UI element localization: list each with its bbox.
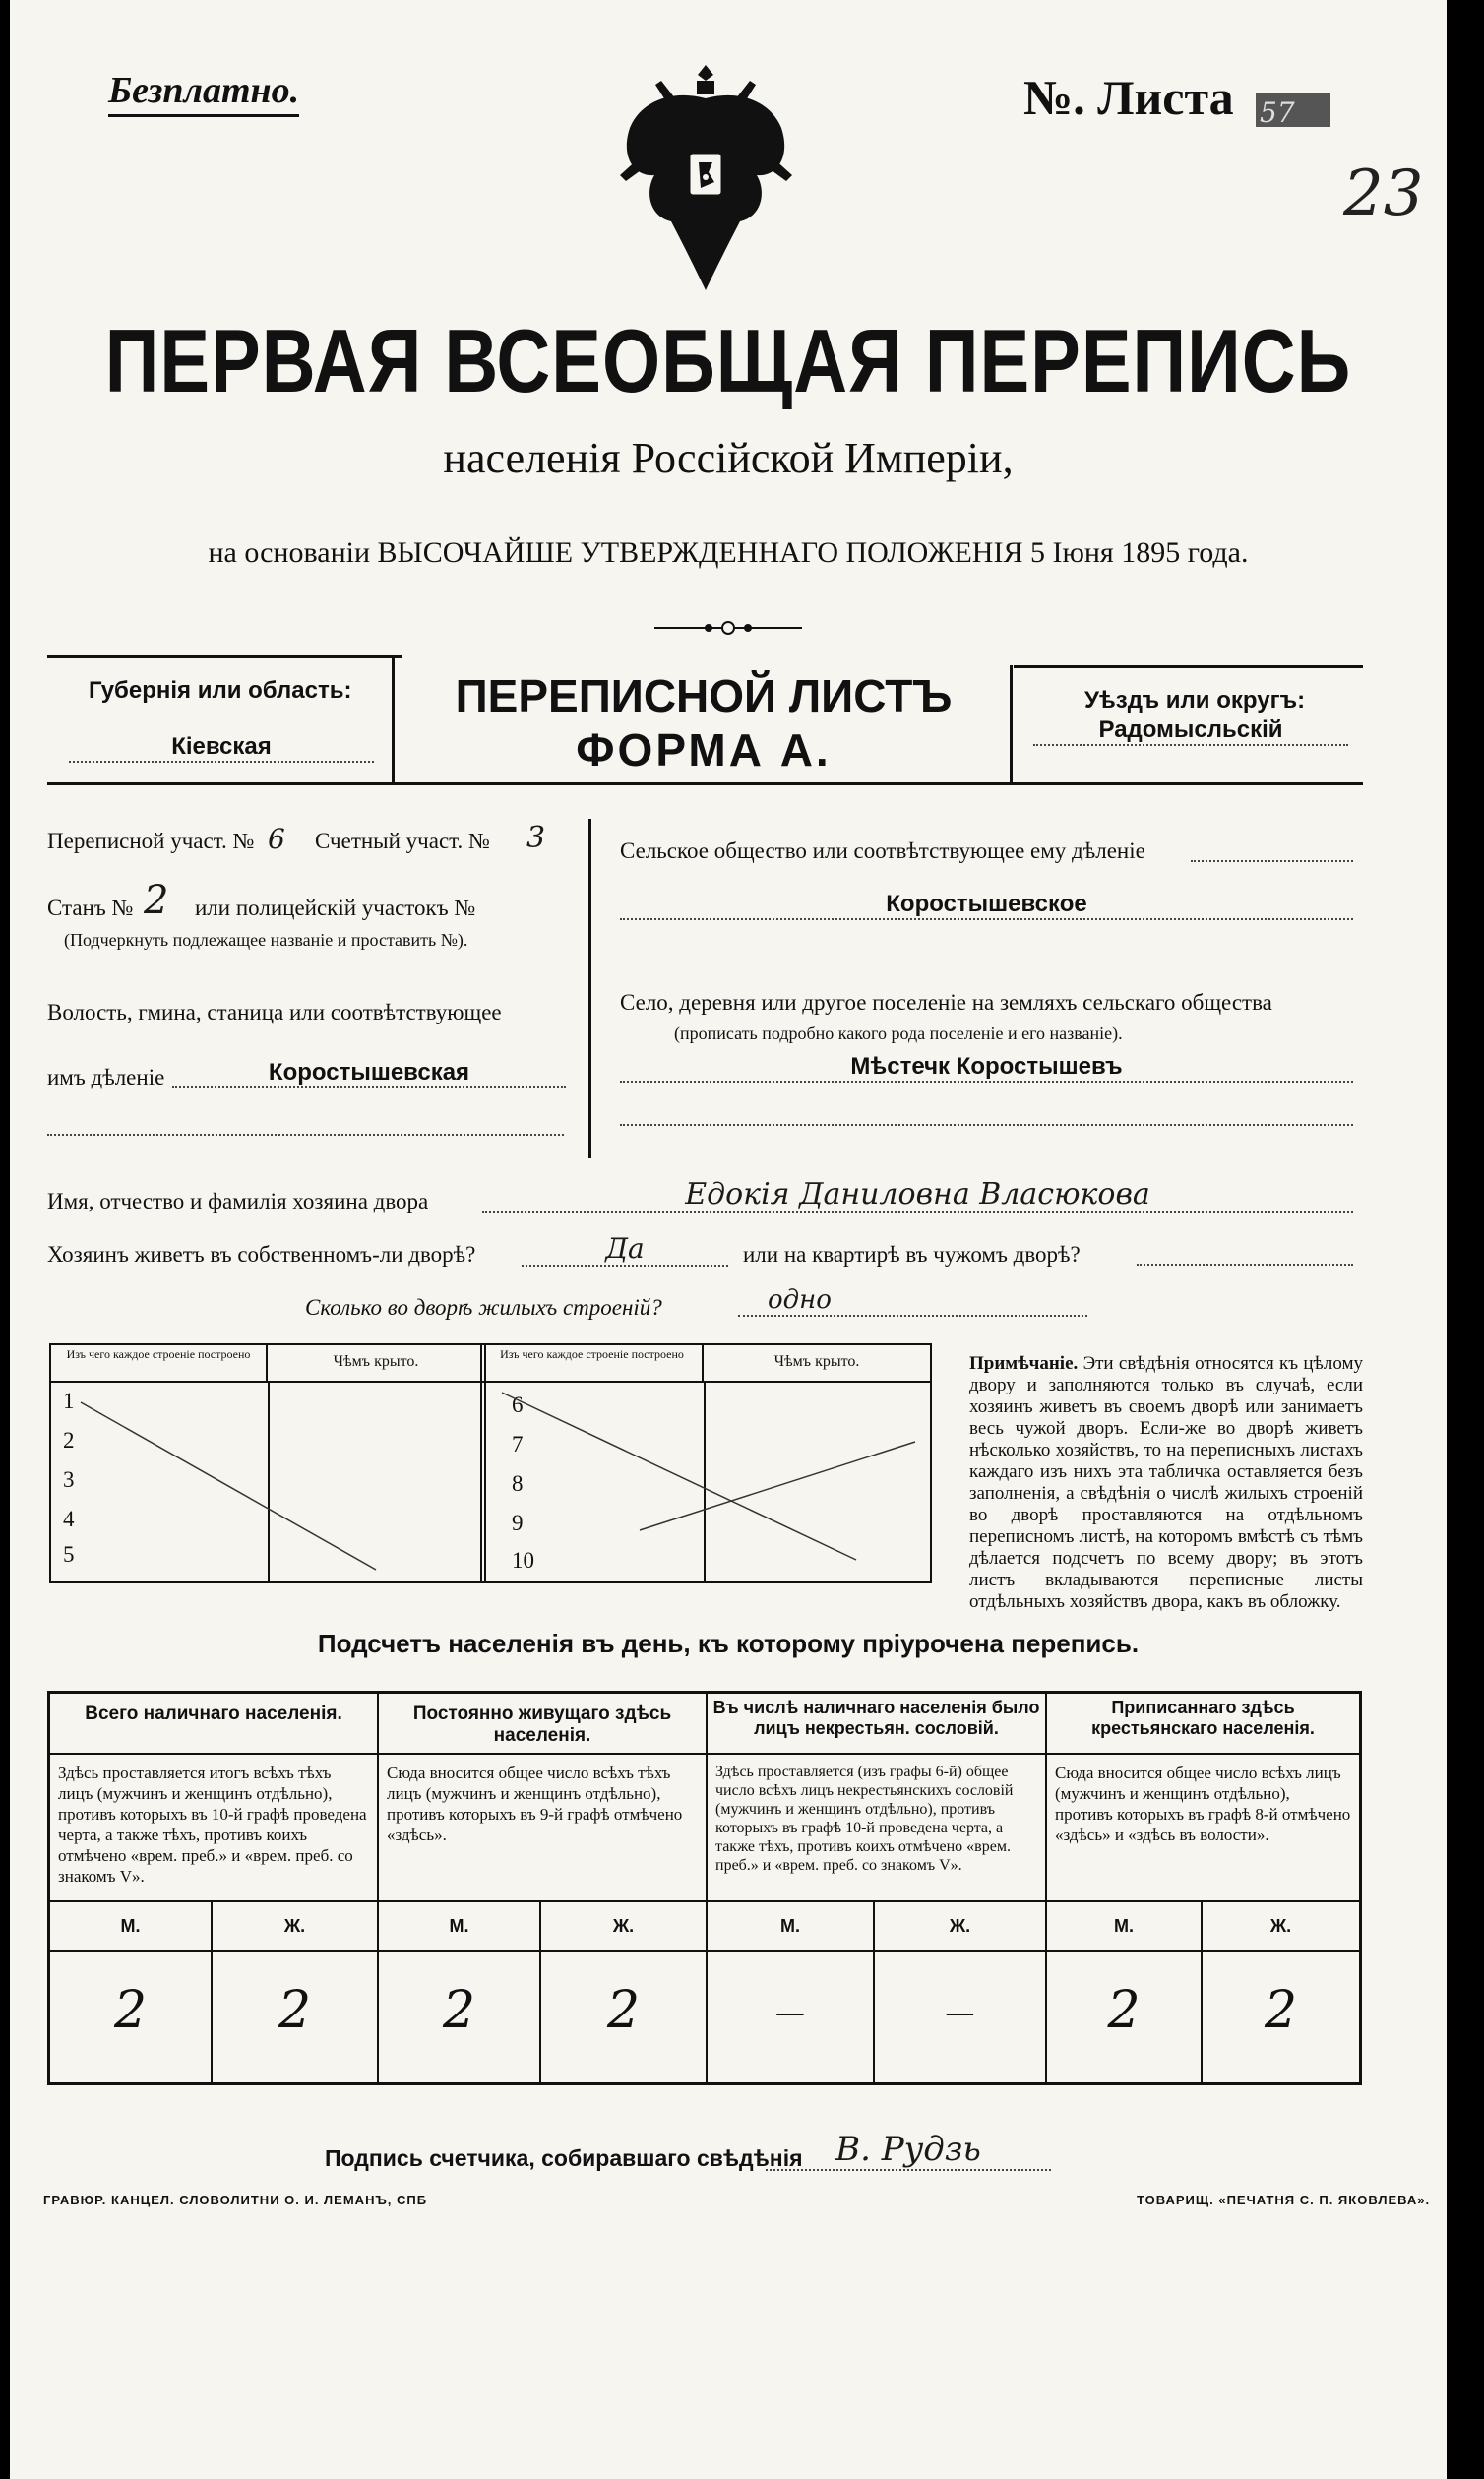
summary-column-header: Всего наличнаго населенія. [50,1694,377,1755]
police-label: или полицейскій участокъ № [195,896,476,920]
female-header: Ж. [1203,1902,1359,1952]
printer-imprint-right: ТОВАРИЩ. «ПЕЧАТНЯ С. П. ЯКОВЛЕВА». [1137,2193,1431,2207]
male-count: 2 [1047,1952,1203,2082]
roof-header: Чѣмъ крыто. [268,1345,484,1383]
district-label: Уѣздъ или округъ: [1084,687,1306,713]
legal-basis: на основаніи ВЫСОЧАЙШЕ УТВЕРЖДЕННАГО ПОЛОЖЕНІЯ 5 Іюня 1895 года. [208,536,1249,569]
count-district-value: 3 [526,821,546,855]
row-number: 8 [512,1471,524,1496]
signature-label: Подпись счетчика, собиравшаго свѣдѣнія [325,2145,803,2171]
province-label: Губернія или область: [89,677,352,704]
row-number: 5 [63,1542,75,1567]
own-yard-label: Хозяинъ живетъ въ собственномъ-ли дворѣ? [47,1242,476,1267]
banner-rule [47,655,402,658]
banner-rule [1014,665,1363,668]
double-headed-eagle-emblem-icon [610,59,802,300]
row-number: 7 [512,1432,524,1456]
village-value: Мѣстечк Коростышевъ [620,1053,1353,1083]
census-district-label: Переписной участ. № [47,829,255,853]
male-count: — [708,1952,875,2082]
male-header: М. [1047,1902,1203,1952]
female-header: Ж. [875,1902,1045,1952]
blank-line [1191,858,1353,862]
summary-column-header: Приписаннаго здѣсь крестьянскаго населенія. [1047,1694,1359,1755]
buildings-table-right [480,1343,932,1583]
ornament-divider-icon [654,618,802,638]
banner-divider [392,655,395,785]
fields-divider [588,819,591,1158]
province-value: Кіевская [69,733,374,763]
female-header: Ж. [541,1902,706,1952]
buildings-value: одно [738,1285,1087,1317]
volost-label-2: имъ дѣленіе [47,1065,165,1089]
row-number: 4 [63,1507,75,1531]
female-count: 2 [1264,1981,1298,2040]
row-number: 2 [63,1428,75,1453]
document-subtitle: населенія Россійской Имперіи, [443,434,1014,482]
sheet-number-value: 57 [1260,96,1295,129]
male-header: М. [50,1902,213,1952]
stan-label: Станъ № [47,896,134,920]
summary-column-registered-peasants [1047,1694,1359,2082]
material-header: Изъ чего каждое строеніе построено [51,1345,268,1383]
buildings-table-left [49,1343,486,1583]
female-count: — [945,1996,975,2030]
note-text: Эти свѣдѣнія относятся къ цѣлому двору и заполняются только въ случаѣ, если хозяинъ живетъ въ своемъ дворѣ или занимаетъ весь чужой дворъ. Если-же во дворѣ живетъ нѣсколько хозяйствъ, то на переписныхъ листахъ каждаго изъ нихъ эта табличка оставляется безъ заполненія, а свѣдѣнія о числѣ жилыхъ строеній во дворѣ проставляются на отдѣльномъ переписномъ листѣ, на которомъ вмѣстѣ съ тѣмъ дѣлается подсчетъ по всему двору; въ этотъ листъ вкладываются переписные листы отдѣльныхъ хозяйствъ двора, какъ въ обложку. [969,1353,1363,1612]
form-type: ФОРМА А. [576,724,832,775]
summary-column-permanent [379,1694,708,2082]
summary-column-header: Въ числѣ наличнаго населенія было лицъ некрестьян. сословій. [708,1694,1045,1755]
row-number: 6 [512,1393,524,1417]
row-number: 1 [63,1389,75,1413]
material-header: Изъ чего каждое строеніе построено [482,1345,704,1383]
summary-column-desc: Сюда вносится общее число всѣхъ тѣхъ лицъ (мужчинъ и женщинъ отдѣльно), противъ которыхъ въ 9-й графѣ отмѣчено «здѣсь». [379,1755,706,1902]
banner-divider [1010,665,1013,785]
free-label: Безплатно. [108,69,299,117]
note-block [969,1353,1363,1613]
blank-line [47,1132,564,1136]
summary-column-non-peasant [708,1694,1047,2082]
female-count: 2 [606,1981,641,2040]
village-label: Село, деревня или другое поселеніе на земляхъ сельскаго общества [620,990,1272,1015]
society-label: Сельское общество или соотвѣтствующее ему дѣленіе [620,838,1145,863]
owner-name-value: Едокія Даниловна Власюкова [482,1177,1353,1213]
volost-value: Коростышевская [172,1059,566,1088]
cross-out-strike [482,1383,930,1581]
summary-column-desc: Здѣсь проставляется (изъ графы 6-й) общее число всѣхъ лицъ некрестьянскихъ сословій (мужчинъ и женщинъ отдѣльно), противъ которыхъ въ графѣ 10-й проведена черта, а также тѣхъ, противъ коихъ отмѣчено «врем. преб.» и «врем. преб. со знакомъ V». [708,1755,1045,1902]
district-value: Радомысльскій [1033,716,1348,746]
cross-out-strike [51,1383,484,1581]
collector-signature: В. Рудзь [766,2130,1051,2171]
count-district-label: Счетный участ. № [315,829,490,853]
handwritten-page-number: 23 [1343,157,1424,230]
male-header: М. [379,1902,541,1952]
blank-line [620,1122,1353,1126]
row-number: 10 [512,1548,534,1573]
male-header: М. [708,1902,875,1952]
document-title: ПЕРВАЯ ВСЕОБЩАЯ ПЕРЕПИСЬ [104,311,1352,412]
note-title: Примѣчаніе. [969,1353,1079,1374]
summary-column-desc: Здѣсь проставляется итогъ всѣхъ тѣхъ лицъ (мужчинъ и женщинъ отдѣльно), противъ которыхъ въ 10-й графѣ проведена черта, а также тѣхъ, противъ коихъ отмѣчено «врем. преб.» и «врем. преб. со знакомъ V». [50,1755,377,1902]
population-summary-table [47,1691,1362,2085]
stan-value: 2 [144,878,169,923]
owner-name-label: Имя, отчество и фамилія хозяина двора [47,1189,429,1213]
volost-label-1: Волость, гмина, станица или соотвѣтствующее [47,1000,502,1024]
village-note: (прописать подробно какого рода поселеніе и его названіе). [674,1023,1123,1043]
summary-column-header: Постоянно живущаго здѣсь населенія. [379,1694,706,1755]
society-value: Коростышевское [620,891,1353,920]
summary-column-total [50,1694,379,2082]
blank-line [1137,1262,1353,1266]
summary-title: Подсчетъ населенія въ день, къ которому пріурочена перепись. [317,1629,1140,1658]
female-count: 2 [278,1981,312,2040]
roof-header: Чѣмъ крыто. [704,1345,930,1383]
printer-imprint-left: ГРАВЮР. КАНЦЕЛ. СЛОВОЛИТНИ О. И. ЛЕМАНЪ, СПБ [43,2193,428,2207]
rented-yard-label: или на квартирѣ въ чужомъ дворѣ? [743,1242,1081,1267]
own-yard-value: Да [522,1232,728,1267]
row-number: 3 [63,1467,75,1492]
summary-column-desc: Сюда вносится общее число всѣхъ лицъ (мужчинъ и женщинъ отдѣльно), противъ которыхъ въ графѣ 8-й отмѣчено «здѣсь» и «здѣсь въ волости». [1047,1755,1359,1902]
census-sheet [10,0,1447,2479]
underline-note: (Подчеркнуть подлежащее названіе и проставить №). [64,930,468,950]
female-header: Ж. [213,1902,377,1952]
row-number: 9 [512,1511,524,1535]
buildings-label: Сколько во дворѣ жилыхъ строеній? [305,1295,662,1320]
sheet-number-label: №. Листа [1023,70,1234,125]
census-district-value: 6 [268,823,285,855]
male-count: 2 [50,1952,213,2082]
male-count: 2 [379,1952,541,2082]
banner-rule [47,782,1363,785]
form-title: ПЕРЕПИСНОЙ ЛИСТЪ [455,670,953,721]
